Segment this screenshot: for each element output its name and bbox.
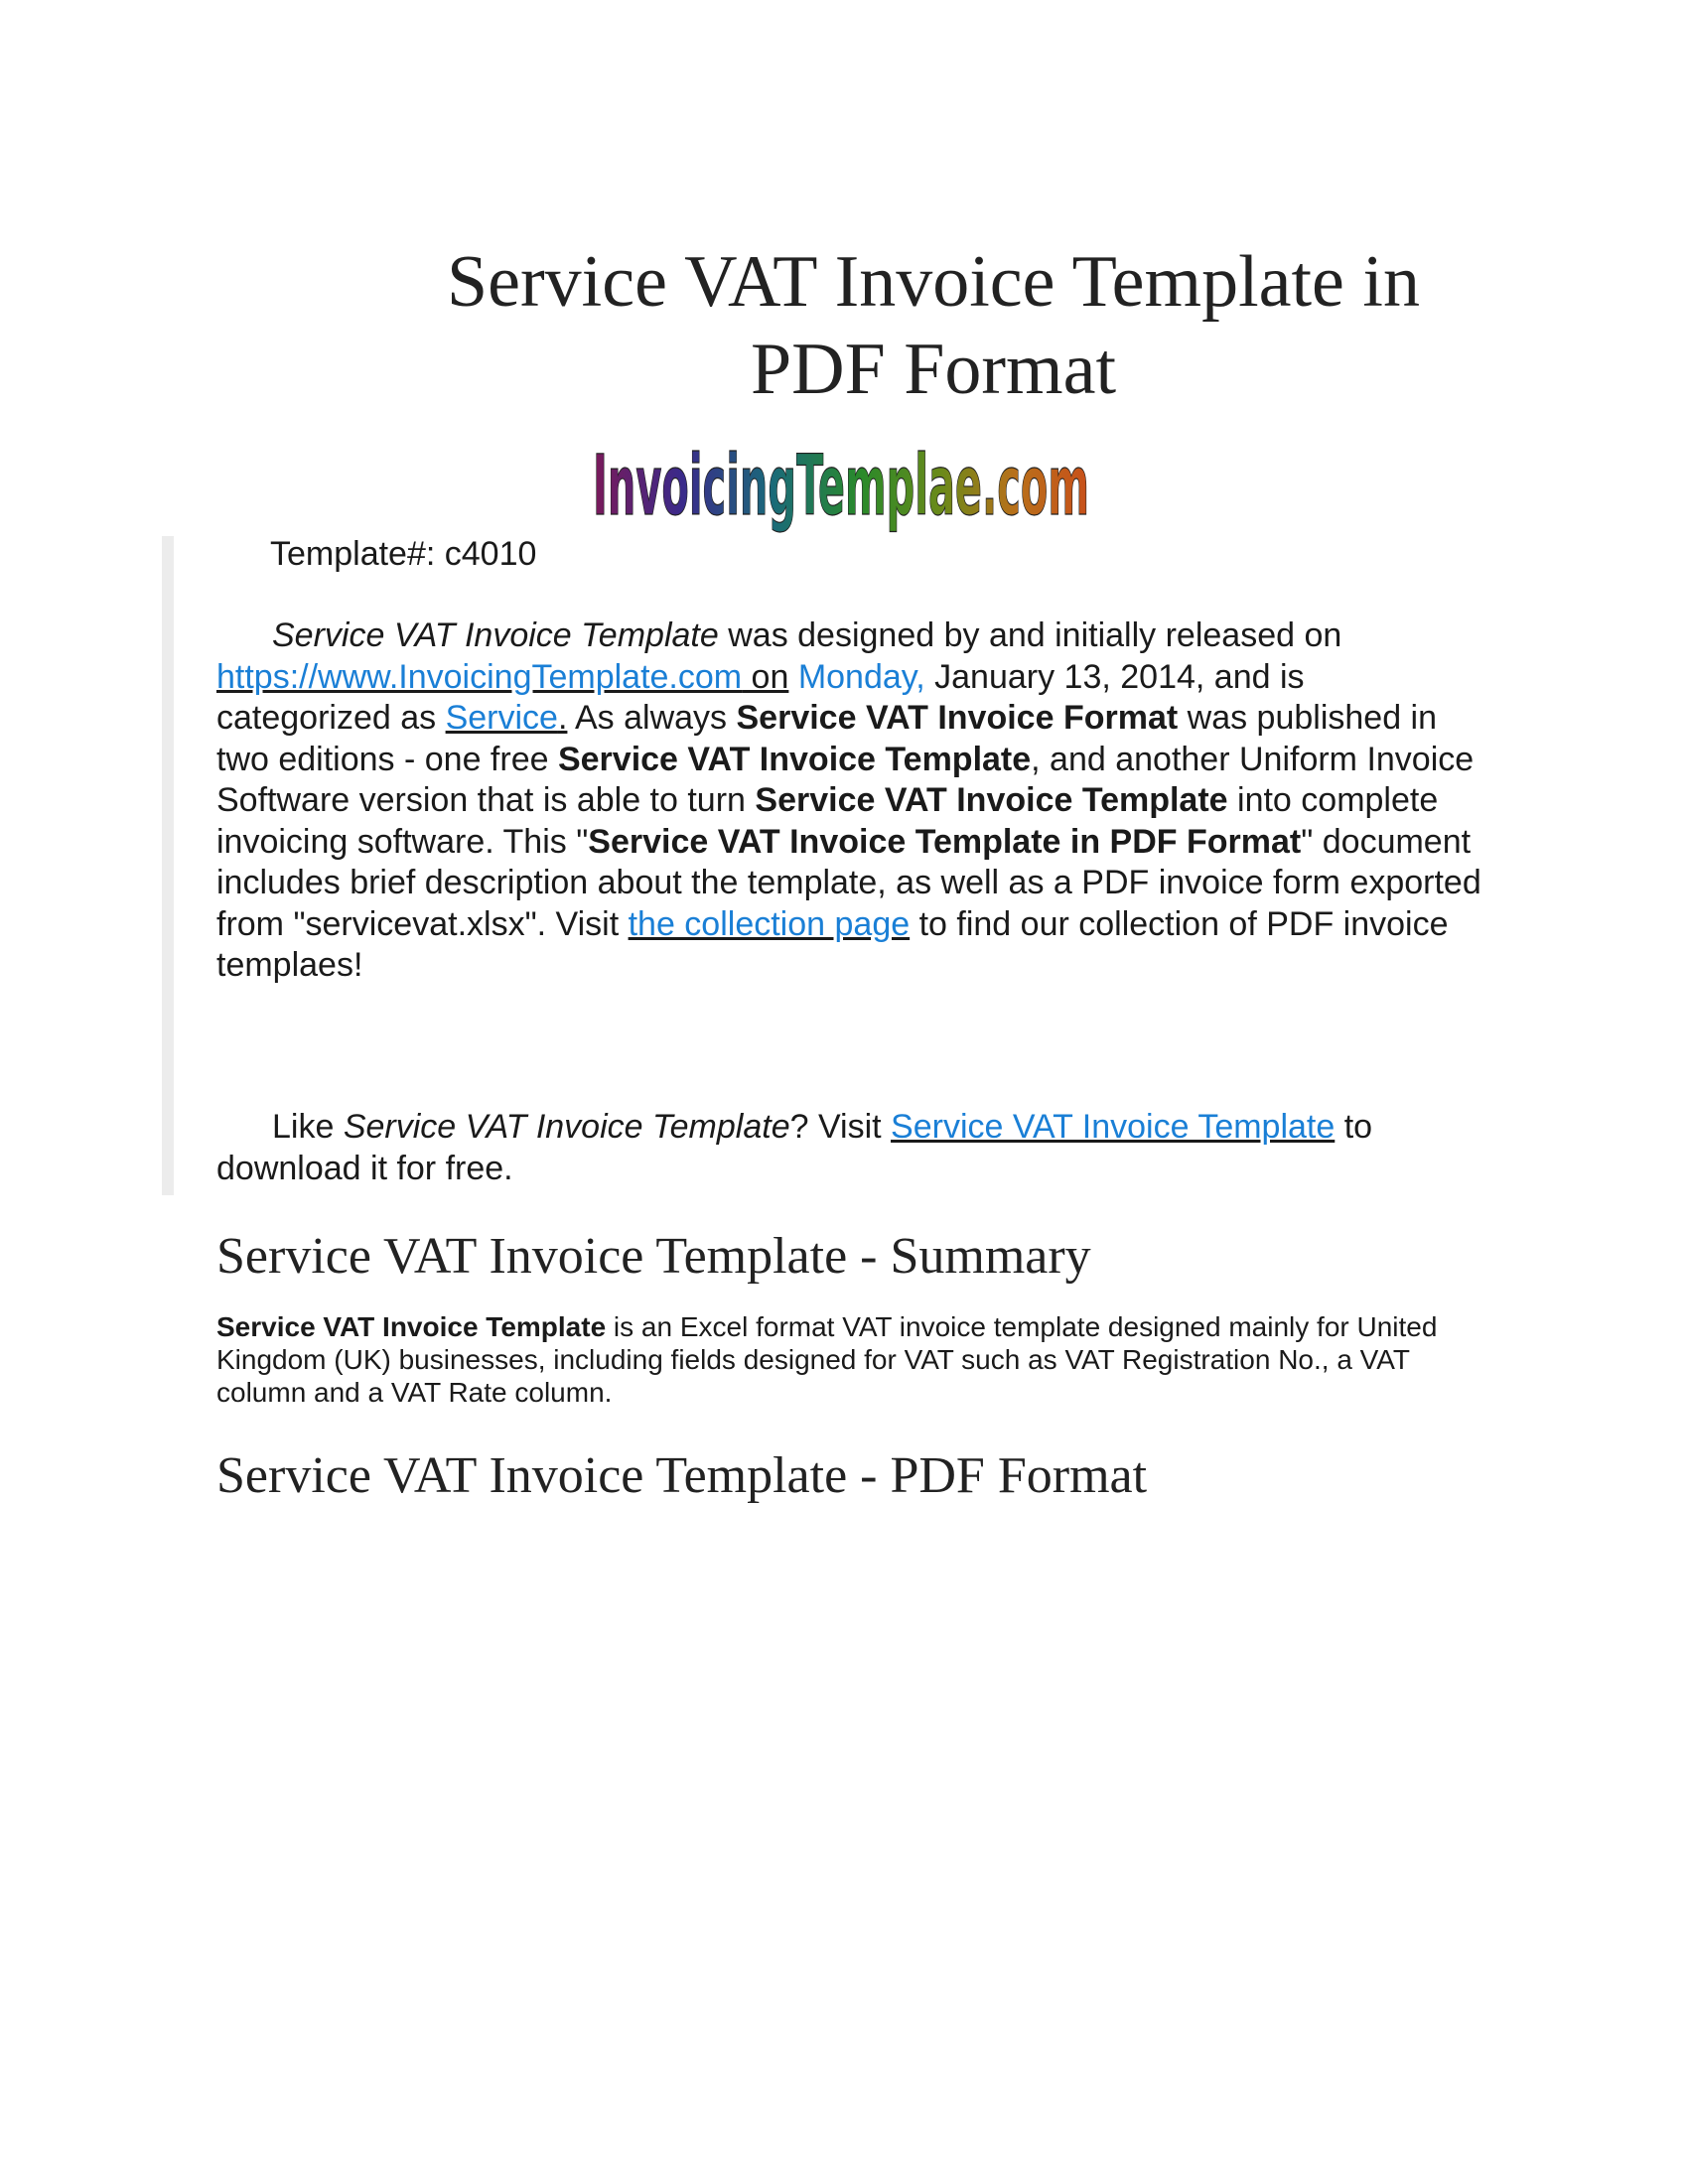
page-title bbox=[377, 238, 1489, 413]
page-title-line2: PDF Format bbox=[750, 329, 1116, 410]
intro-text-7: to find our collection of PDF invoice templaes! bbox=[216, 904, 1449, 984]
intro-period: . bbox=[557, 699, 568, 737]
intro-bold-2: Service VAT Invoice Template bbox=[557, 740, 1032, 778]
like-template-name: Service VAT Invoice Template bbox=[343, 1108, 790, 1146]
like-text-2: ? Visit bbox=[789, 1108, 892, 1146]
template-number: Template#: c4010 bbox=[270, 535, 537, 573]
summary-text: is an Excel format VAT invoice template designed mainly for United Kingdom (UK) businesses, including fields designed for VAT such as VAT Registration No., a VAT column and a VAT Rate column. bbox=[216, 1311, 1438, 1408]
intro-text-5: into complete invoicing software. This " bbox=[216, 781, 1439, 861]
like-text-1: Like bbox=[272, 1108, 344, 1146]
intro-bold-1: Service VAT Invoice Format bbox=[736, 699, 1179, 737]
download-template-link[interactable]: Service VAT Invoice Template bbox=[891, 1108, 1336, 1146]
summary-bold: Service VAT Invoice Template bbox=[216, 1311, 607, 1342]
page-title-line1: Service VAT Invoice Template in bbox=[447, 241, 1420, 323]
summary-heading: Service VAT Invoice Template - Summary bbox=[216, 1228, 1091, 1285]
pdf-format-heading: Service VAT Invoice Template - PDF Format bbox=[216, 1447, 1148, 1504]
intro-text-1: was designed by and initially released on bbox=[718, 616, 1342, 654]
intro-text-4: , and another Uniform Invoice Software version that is able to turn bbox=[216, 740, 1475, 819]
intro-bold-3: Service VAT Invoice Template bbox=[755, 781, 1228, 819]
site-link[interactable]: https://www.InvoicingTemplate.com bbox=[216, 657, 743, 696]
logo-text: InvoicingTemplae.com bbox=[593, 437, 1089, 534]
intro-text-2: As always bbox=[567, 699, 737, 737]
intro-day: Monday, bbox=[788, 657, 925, 696]
category-link[interactable]: Service bbox=[445, 699, 558, 737]
download-paragraph bbox=[216, 1107, 1487, 1189]
intro-on: on bbox=[742, 657, 789, 696]
intro-date: January 13, 2014, and is categorized as bbox=[216, 657, 1305, 737]
like-text-3: to download it for free. bbox=[216, 1108, 1373, 1187]
invoicing-template-logo bbox=[588, 429, 1094, 532]
collection-page-link[interactable]: the collection page bbox=[628, 904, 911, 943]
blockquote-bar bbox=[162, 536, 174, 1195]
intro-text-3: was published in two editions - one free bbox=[216, 699, 1438, 778]
intro-template-name: Service VAT Invoice Template bbox=[272, 616, 719, 654]
intro-bold-4: Service VAT Invoice Template in PDF Format bbox=[588, 822, 1302, 861]
intro-text-6: " document includes brief description about the template, as well as a PDF invoice form exported from "servicevat.xlsx". Visit bbox=[216, 822, 1481, 943]
summary-paragraph bbox=[216, 1310, 1448, 1409]
intro-paragraph bbox=[216, 615, 1487, 987]
